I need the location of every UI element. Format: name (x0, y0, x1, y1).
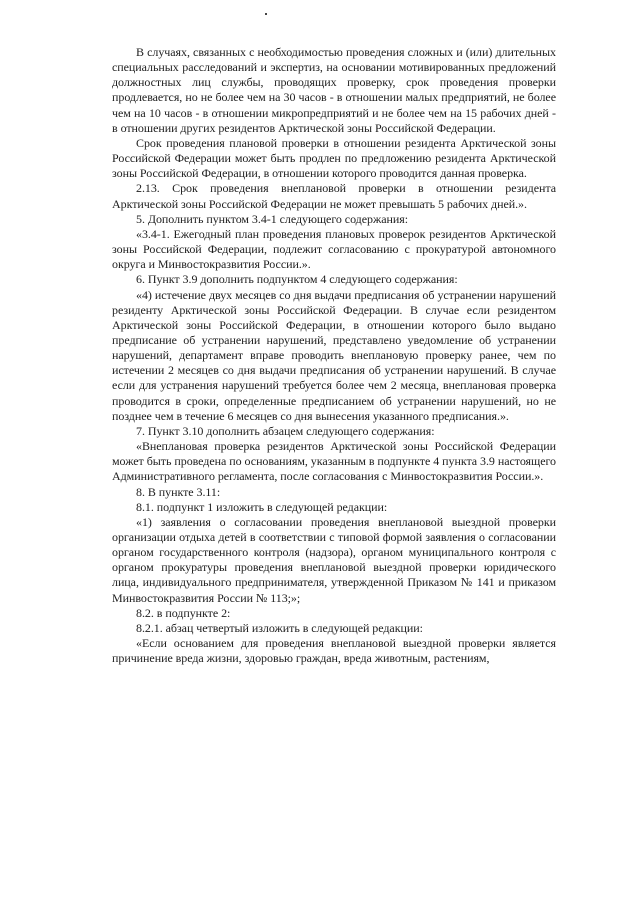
paragraph-grounds-harm: «Если основанием для проведения внеплановой выездной проверки является причинение вреда жизни, здоровью граждан, вреда животным, растениям, (112, 636, 556, 666)
paragraph-2-13: 2.13. Срок проведения внеплановой проверки в отношении резидента Арктической зоны Российской Федерации не может превышать 5 рабочих дней.». (112, 181, 556, 211)
paragraph-extension-special-investigations: В случаях, связанных с необходимостью проведения сложных и (или) длительных специальных расследований и экспертиз, на основании мотивированных предложений должностных лиц службы, проводящих проверку, срок проведения проверки продлевается, но не более чем на 30 часов - в отношении малых предприятий, не более чем на 10 часов - в отношении микропредприятий и не более чем на 15 рабочих дней - в отношении других резидентов Арктической зоны Российской Федерации. (112, 45, 556, 135)
paragraph-8-1: 8.1. подпункт 1 изложить в следующей редакции: (136, 499, 388, 514)
paragraph-unscheduled-inspection: «Внеплановая проверка резидентов Арктической зоны Российской Федерации может быть проведена по основаниям, указанным в подпункте 4 пункта 3.9 настоящего Административного регламента, после согласования с Минвостокразвития России.». (112, 439, 556, 484)
paragraph-subitem-4: «4) истечение двух месяцев со дня выдачи предписания об устранении нарушений резиденту Арктической зоны Российской Федерации. В случае если резидентом Арктической зоны Российской Федерации, в отношении которого было выдано предписание об устранении нарушений, представлено уведомление об устранении нарушений, департамент вправе проводить внеплановую проверку ранее, чем по истечении 2 месяцев со дня выдачи предписания об устранении нарушений. В случае если для устранения нарушений требуется более чем 2 месяца, внеплановая проверка проводится в сроки, определенные предписанием об устранении нарушений, но не позднее чем в течение 6 месяцев со дня вынесения указанного предписания.». (112, 287, 556, 423)
document-body (112, 45, 556, 666)
paragraph-3-4-1: «3.4-1. Ежегодный план проведения плановых проверок резидентов Арктической зоны Российской Федерации, подлежит согласованию с прокуратурой автономного округа и Минвостокразвития России.». (112, 226, 556, 272)
paragraph-item-5: 5. Дополнить пунктом 3.4-1 следующего содержания: (136, 211, 408, 226)
paragraph-8-2-1: 8.2.1. абзац четвертый изложить в следующей редакции: (136, 620, 423, 635)
paragraph-item-8: 8. В пункте 3.11: (136, 484, 221, 499)
paragraph-item-7: 7. Пункт 3.10 дополнить абзацем следующего содержания: (136, 423, 435, 438)
scan-mark (265, 13, 267, 15)
paragraph-8-2: 8.2. в подпункте 2: (136, 605, 231, 620)
paragraph-item-6: 6. Пункт 3.9 дополнить подпунктом 4 следующего содержания: (136, 272, 458, 287)
paragraph-subitem-1-statement: «1) заявления о согласовании проведения внеплановой выездной проверки организации отдыха детей в соответствии с типовой формой заявления о согласовании органом государственного контроля (надзора), органом муниципального контроля с органом прокуратуры проведения внеплановой выездной проверки юридического лица, индивидуального предпринимателя, утвержденной Приказом № 141 и приказом Минвостокразвития России № 113;»; (112, 514, 556, 605)
paragraph-planned-inspection-extension: Срок проведения плановой проверки в отношении резидента Арктической зоны Российской Федерации может быть продлен по предложению резидента Арктической зоны Российской Федерации, в отношении которого проводится данная проверка. (112, 135, 556, 181)
